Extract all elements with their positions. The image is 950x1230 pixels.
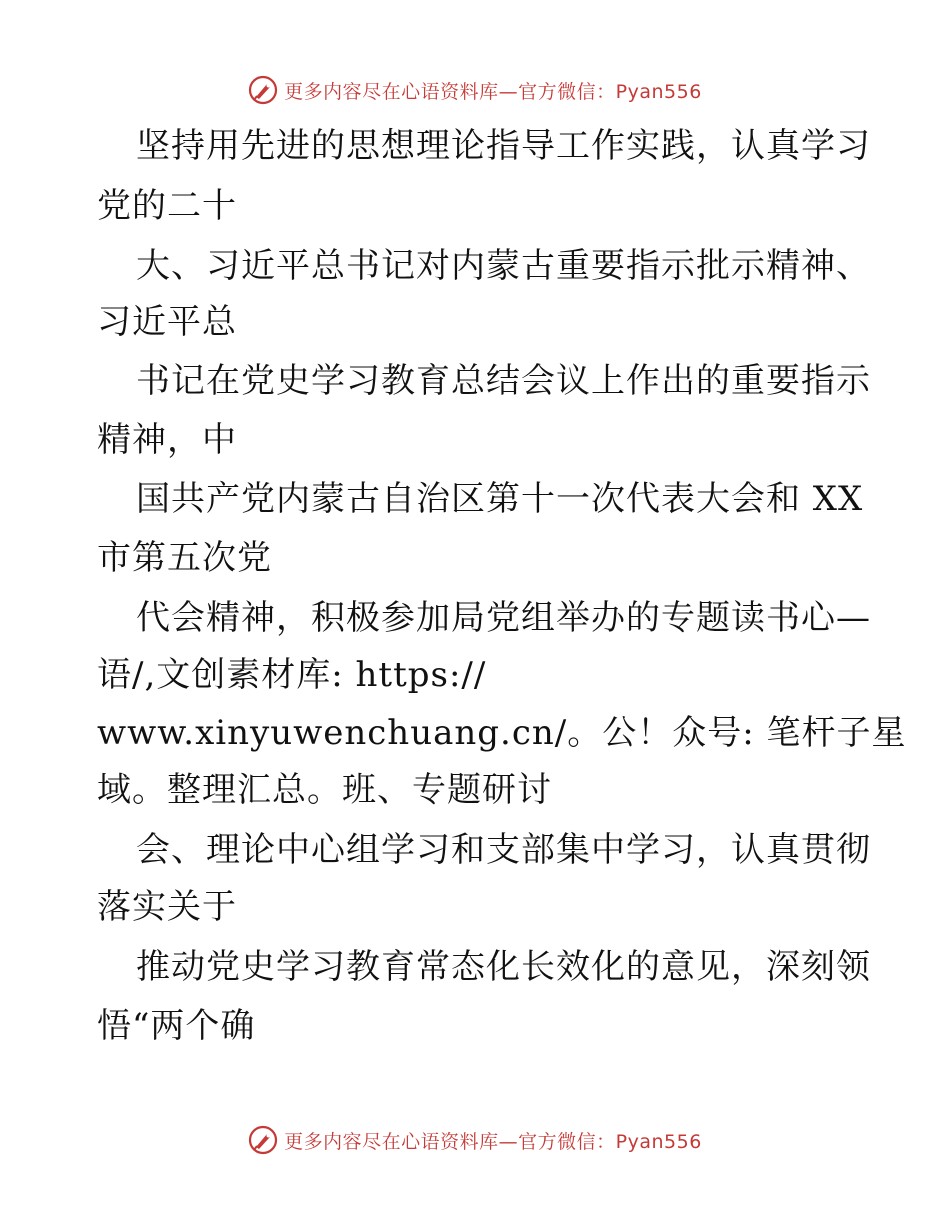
body-line: 习近平总: [97, 302, 237, 342]
body-line: 书记在党史学习教育总结会议上作出的重要指示: [136, 361, 871, 401]
body-line: 悟“两个确: [97, 1006, 256, 1046]
footer-banner-text: 更多内容尽在心语资料库—官方微信：Pyan556: [284, 1130, 702, 1153]
pen-nib-logo-icon: [248, 1125, 278, 1155]
body-line: 代会精神，积极参加局党组举办的专题读书心—: [136, 598, 871, 638]
body-line: 大、习近平总书记对内蒙古重要指示批示精神、: [136, 246, 871, 286]
header-banner-text: 更多内容尽在心语资料库—官方微信：Pyan556: [284, 80, 702, 103]
body-line: 精神，中: [97, 420, 237, 460]
body-line: 推动党史学习教育常态化长效化的意见，深刻领: [136, 947, 871, 987]
body-line: 坚持用先进的思想理论指导工作实践，认真学习: [136, 126, 871, 166]
body-line: 国共产党内蒙古自治区第十一次代表大会和 XX: [136, 479, 864, 519]
body-line: 落实关于: [97, 887, 237, 927]
body-line: 语/,文创素材库: https://: [97, 655, 487, 695]
body-line: 市第五次党: [97, 538, 272, 578]
footer-banner: [0, 1120, 950, 1160]
body-line: www.xinyuwenchuang.cn/。公！众号: 笔杆子星: [97, 713, 907, 753]
body-line: 会、理论中心组学习和支部集中学习，认真贯彻: [136, 830, 871, 870]
body-line: 域。整理汇总。班、专题研讨: [97, 770, 552, 810]
body-line: 党的二十: [97, 186, 237, 226]
